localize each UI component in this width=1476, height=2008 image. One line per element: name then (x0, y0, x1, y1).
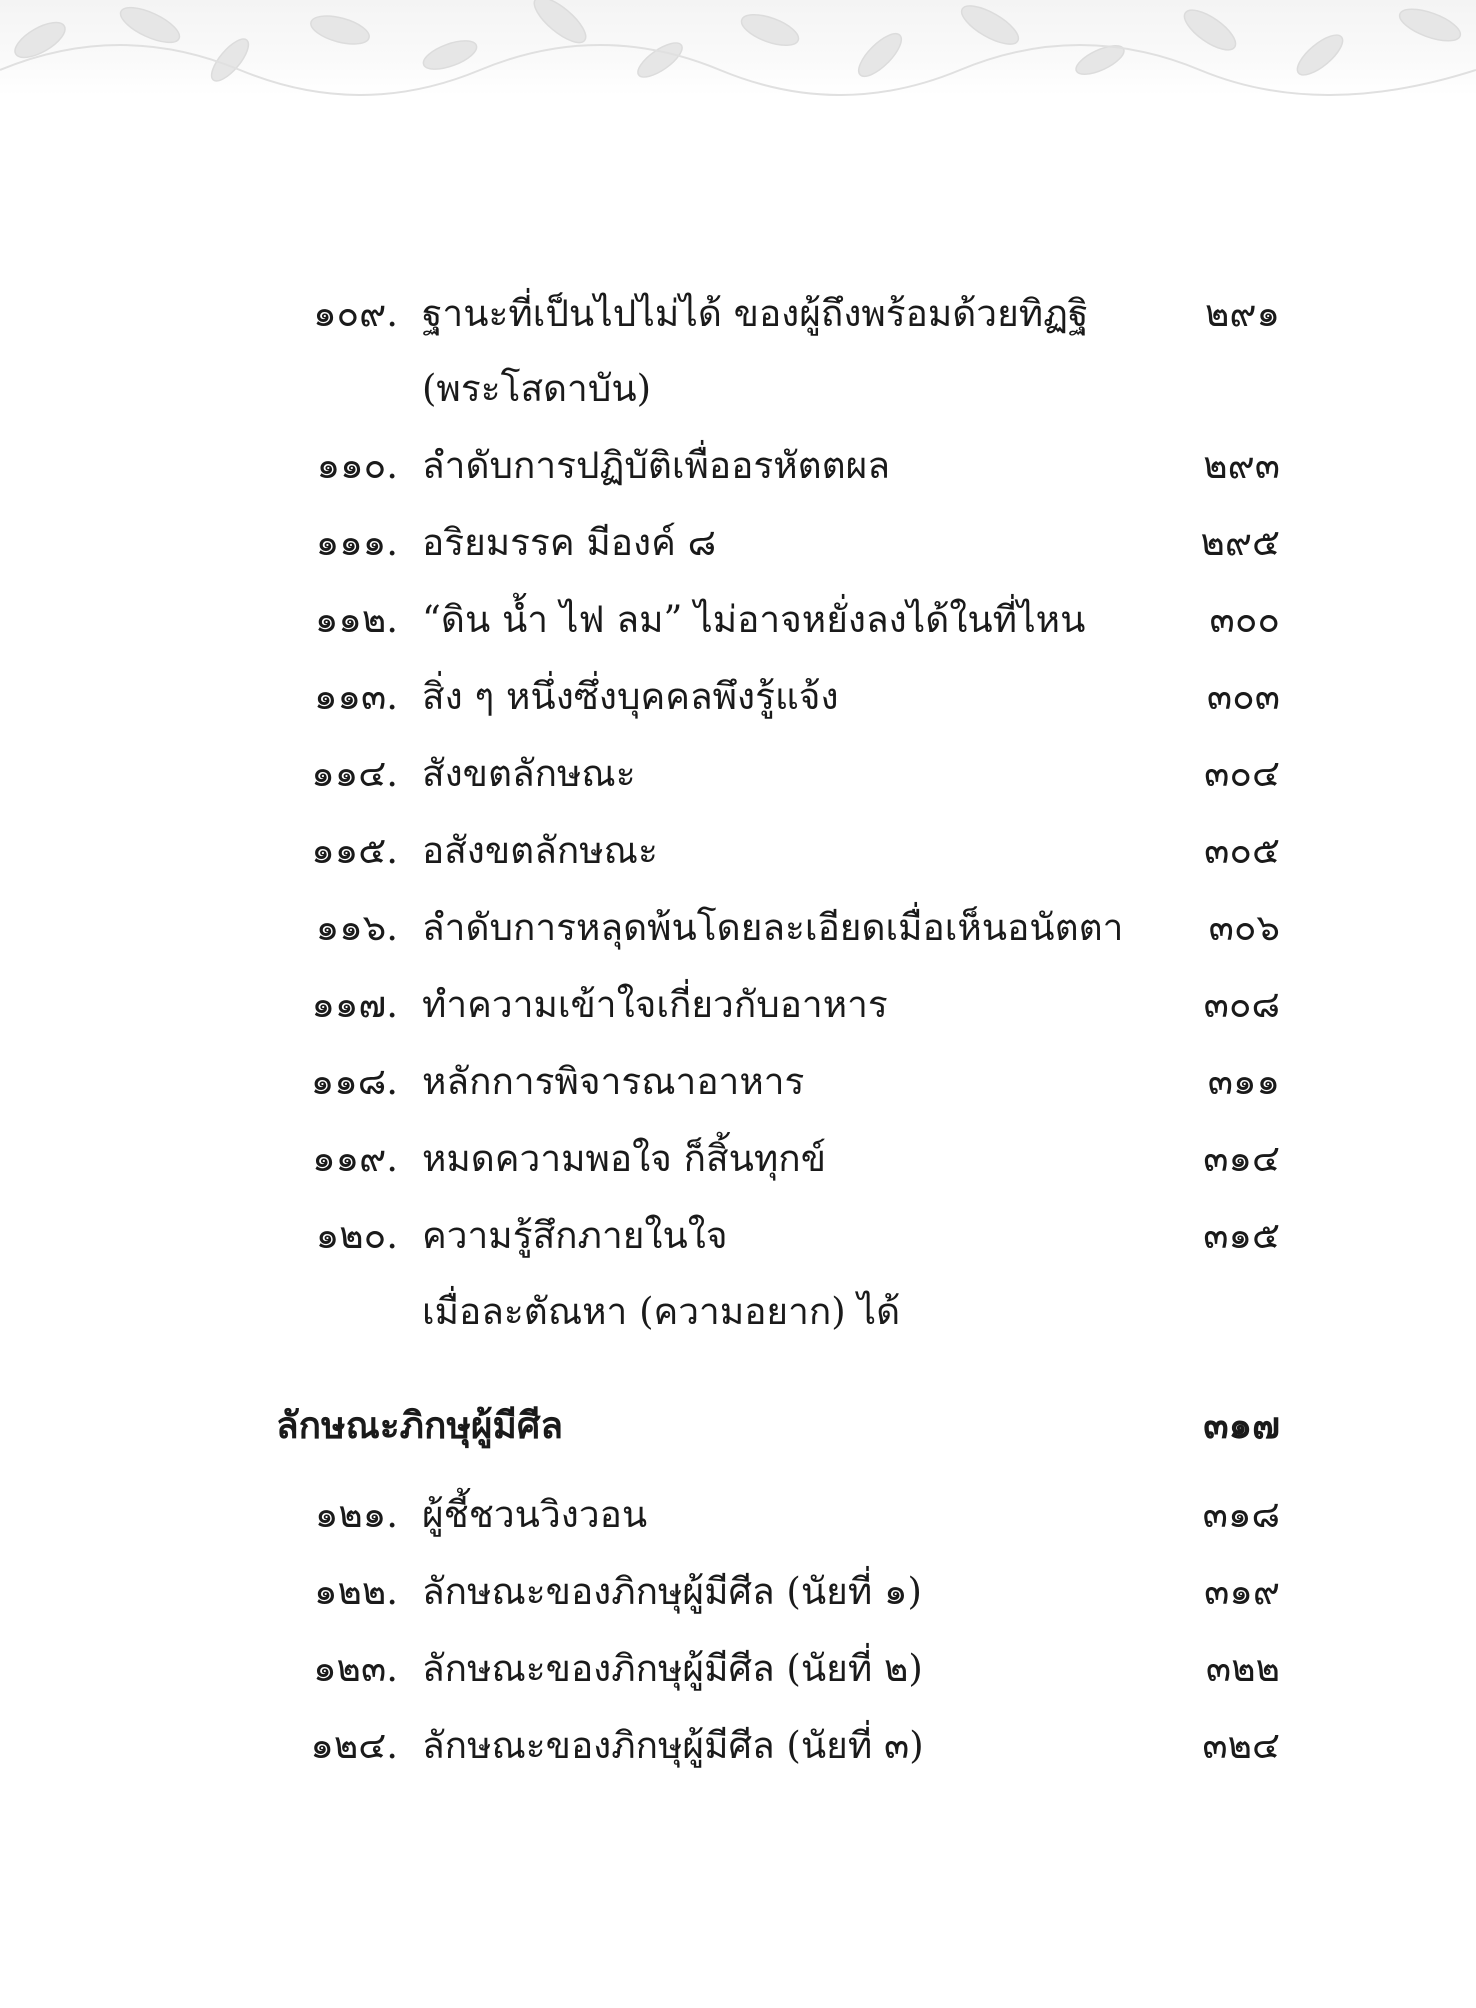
entry-number: ๑๑๙. (312, 1137, 398, 1180)
entry-page-number: ๓๐๔ (1204, 752, 1280, 795)
entry-title: ลักษณะของภิกษุผู้มีศีล (นัยที่ ๑) (422, 1570, 922, 1613)
section-page-number: ๓๑๗ (1203, 1403, 1280, 1447)
entry-title: ลำดับการหลุดพ้นโดยละเอียดเมื่อเห็นอนัตตา (422, 906, 1124, 949)
entry-page-number: ๓๑๕ (1203, 1214, 1280, 1257)
entry-title: สิ่ง ๆ หนึ่งซึ่งบุคคลพึงรู้แจ้ง (422, 675, 839, 718)
entry-title: ลักษณะของภิกษุผู้มีศีล (นัยที่ ๒) (422, 1647, 923, 1690)
entry-title: ลำดับการปฏิบัติเพื่ออรหัตตผล (422, 444, 891, 487)
toc-entry[interactable] (0, 590, 1476, 650)
entry-page-number: ๓๒๒ (1205, 1647, 1280, 1690)
entry-number: ๑๑๕. (311, 829, 398, 872)
entry-title: หลักการพิจารณาอาหาร (422, 1060, 805, 1103)
entry-page-number: ๓๑๔ (1203, 1137, 1280, 1180)
entry-number: ๑๑๑. (315, 521, 398, 564)
entry-page-number: ๓๐๐ (1209, 598, 1280, 641)
entry-number: ๑๑๘. (310, 1060, 398, 1103)
toc-entry-continuation (0, 1282, 1476, 1342)
toc-entry[interactable] (0, 975, 1476, 1035)
entry-number: ๑๒๑. (314, 1493, 398, 1536)
entry-number: ๑๑๐. (316, 444, 398, 487)
entry-title: เมื่อละตัณหา (ความอยาก) ได้ (422, 1290, 901, 1333)
entry-title: อสังขตลักษณะ (422, 829, 658, 872)
entry-title: อริยมรรค มีองค์ ๘ (422, 521, 717, 564)
toc-entry[interactable] (0, 1206, 1476, 1266)
entry-title: ทำความเข้าใจเกี่ยวกับอาหาร (422, 983, 888, 1026)
entry-title: ลักษณะของภิกษุผู้มีศีล (นัยที่ ๓) (422, 1724, 924, 1767)
entry-number: ๑๒๔. (310, 1724, 398, 1767)
toc-entry[interactable] (0, 1716, 1476, 1776)
entry-number: ๑๑๗. (311, 983, 398, 1026)
entry-number: ๑๒๓. (313, 1647, 398, 1690)
entry-number: ๑๑๔. (311, 752, 398, 795)
entry-number: ๑๑๖. (315, 906, 398, 949)
entry-page-number: ๓๑๘ (1202, 1493, 1280, 1536)
toc-entry-continuation (0, 359, 1476, 419)
entry-number: ๑๒๐. (315, 1214, 398, 1257)
toc-entry[interactable] (0, 513, 1476, 573)
entry-page-number: ๓๐๖ (1208, 906, 1280, 949)
entry-page-number: ๓๒๔ (1202, 1724, 1280, 1767)
entry-title: หมดความพอใจ ก็สิ้นทุกข์ (422, 1137, 826, 1180)
entry-title: “ดิน น้ำ ไฟ ลม” ไม่อาจหยั่งลงได้ในที่ไหน (422, 598, 1086, 641)
entry-number: ๑๑๒. (314, 598, 398, 641)
toc-entry[interactable] (0, 436, 1476, 496)
entry-page-number: ๓๑๑ (1207, 1060, 1280, 1103)
toc-entry[interactable] (0, 898, 1476, 958)
toc-entry[interactable] (0, 744, 1476, 804)
toc-entry[interactable] (0, 284, 1476, 344)
toc-entry[interactable] (0, 1562, 1476, 1622)
decorative-header-band (0, 0, 1476, 96)
entry-number: ๑๐๙. (313, 292, 398, 335)
entry-title: สังขตลักษณะ (422, 752, 636, 795)
toc-entry[interactable] (0, 1129, 1476, 1189)
toc-entry[interactable] (0, 1052, 1476, 1112)
entry-number: ๑๒๒. (313, 1570, 398, 1613)
entry-title: ความรู้สึกภายในใจ (422, 1214, 728, 1257)
section-title: ลักษณะภิกษุผู้มีศีล (276, 1403, 564, 1447)
toc-entry[interactable] (0, 667, 1476, 727)
toc-entry[interactable] (0, 1639, 1476, 1699)
entry-page-number: ๒๙๕ (1200, 521, 1280, 564)
entry-page-number: ๓๑๙ (1204, 1570, 1280, 1613)
entry-page-number: ๓๐๕ (1204, 829, 1280, 872)
entry-page-number: ๒๙๓ (1203, 444, 1280, 487)
entry-title: ผู้ชี้ชวนวิงวอน (422, 1493, 648, 1536)
entry-title: ฐานะที่เป็นไปไม่ได้ ของผู้ถึงพร้อมด้วยทิฏฐิ (422, 292, 1089, 335)
entry-page-number: ๓๐๓ (1206, 675, 1280, 718)
toc-entry[interactable] (0, 821, 1476, 881)
entry-number: ๑๑๓. (313, 675, 398, 718)
entry-page-number: ๓๐๘ (1203, 983, 1280, 1026)
toc-section-heading[interactable] (0, 1395, 1476, 1455)
leaf-pattern-icon (0, 0, 1476, 96)
entry-page-number: ๒๙๑ (1205, 292, 1280, 335)
toc-entry[interactable] (0, 1485, 1476, 1545)
entry-title: (พระโสดาบัน) (422, 367, 652, 410)
